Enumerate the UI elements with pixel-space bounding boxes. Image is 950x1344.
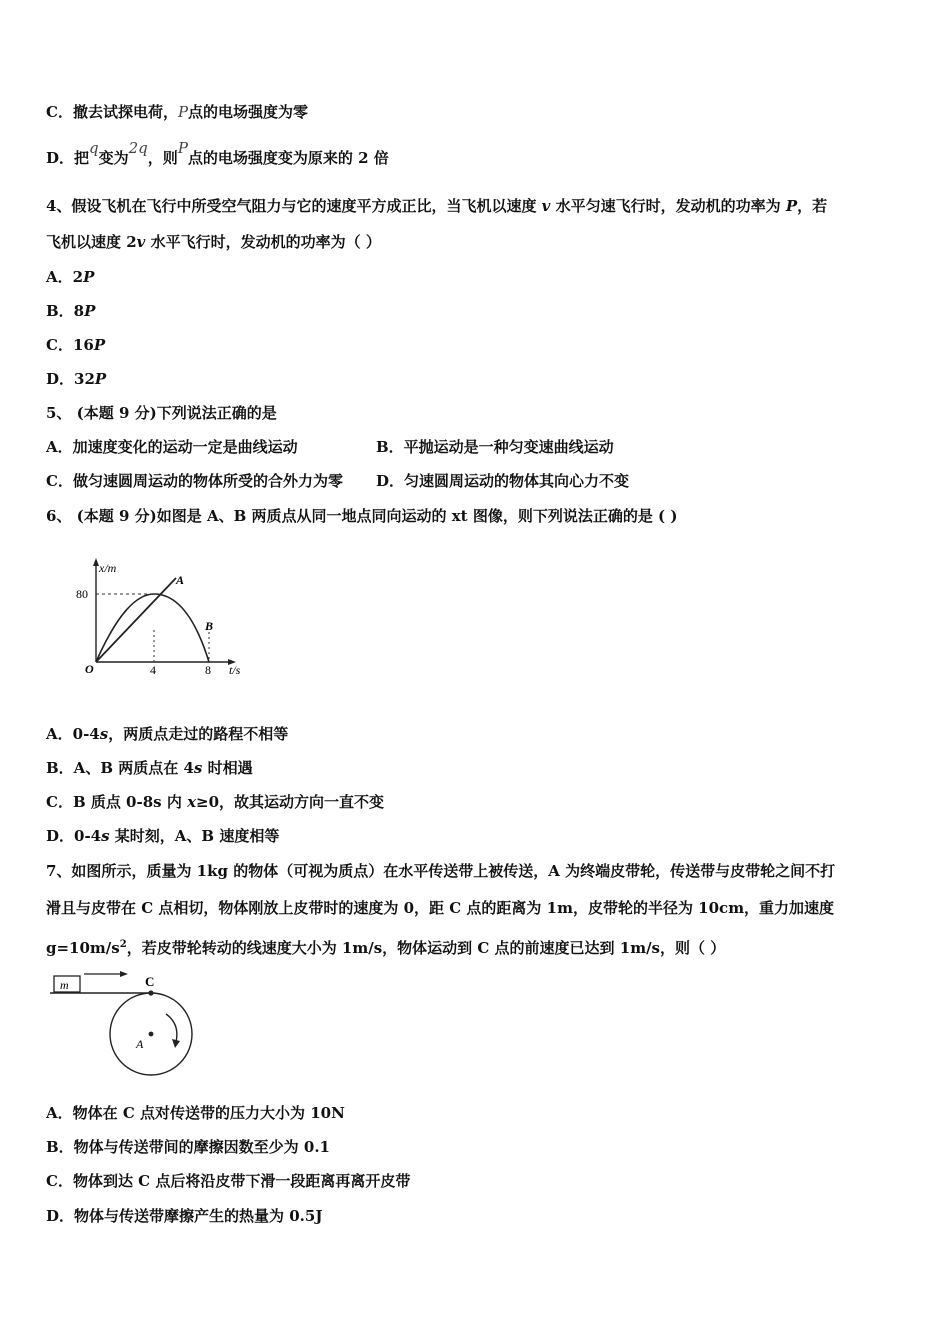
q7-stem-text2: ，若皮带轮转动的线速度大小为 1m/s，物体运动到 C 点的前速度已达到 1m/s，则（ ） — [126, 939, 726, 957]
q5-option-b: B．平抛运动是一种匀变速曲线运动 — [376, 438, 614, 456]
unit-s: s — [99, 725, 109, 743]
math-var-2q: 2q — [128, 139, 148, 157]
q6-option-a-label: A．0-4 — [46, 725, 100, 743]
q5-option-c: C．做匀速圆周运动的物体所受的合外力为零 — [46, 472, 343, 490]
q3-option-d-text: D．把 — [46, 149, 90, 167]
var-x: x — [187, 793, 197, 811]
q6-option-b — [46, 758, 253, 778]
q4-option-c-label: C．16 — [46, 336, 94, 354]
q6-option-c-text: ≥0，故其运动方向一直不变 — [196, 793, 385, 811]
q7-stem-text: g=10m/s — [46, 939, 120, 957]
superscript-2: 2 — [119, 939, 127, 950]
q3-option-d — [46, 139, 389, 168]
q7-option-d: D．物体与传送带摩擦产生的热量为 0.5J — [46, 1207, 323, 1225]
var-v: v — [541, 197, 551, 215]
q7-stem-line3 — [46, 935, 725, 958]
q4-option-b — [46, 301, 95, 321]
q3-option-c — [46, 102, 308, 122]
q6-stem: 6、 (本题 9 分)如图是 A、B 两质点从同一地点同向运动的 xt 图像，则下列说法正确的是 ( ) — [46, 507, 678, 525]
tick-label-8: 8 — [205, 663, 211, 677]
q4-stem-text: 4、假设飞机在飞行中所受空气阻力与它的速度平方成正比，当飞机以速度 — [46, 197, 542, 215]
q4-option-a — [46, 267, 94, 287]
q3-option-c-text: C．撤去试探电荷， — [46, 103, 178, 121]
q6-option-c — [46, 792, 384, 812]
q6-option-a-text: ，两质点走过的路程不相等 — [108, 725, 289, 743]
q7-stem-line2: 滑且与皮带在 C 点相切，物体刚放上皮带时的速度为 0，距 C 点的距离为 1m，皮带轮的半径为 10cm，重力加速度 — [46, 899, 835, 917]
unit-s: s — [101, 827, 110, 845]
q4-option-c — [46, 335, 105, 355]
q7-option-c: C．物体到达 C 点后将沿皮带下滑一段距离再离开皮带 — [46, 1172, 411, 1190]
block-m-label: m — [60, 978, 69, 992]
q6-option-c-label: C．B 质点 0-8s 内 — [46, 793, 188, 811]
x-axis-label: t/s — [229, 663, 241, 677]
var-p: P — [83, 268, 95, 286]
q4-option-b-label: B．8 — [46, 302, 85, 320]
q7-option-a: A．物体在 C 点对传送带的压力大小为 10N — [46, 1104, 345, 1122]
q6-option-b-label: B．A、B 两质点在 4 — [46, 759, 194, 777]
math-var-q: q — [89, 139, 99, 157]
motion-arrow-head — [120, 971, 128, 977]
var-p: P — [785, 197, 798, 215]
q7-conveyor-diagram — [48, 966, 208, 1085]
q4-option-d — [46, 369, 106, 389]
var-p: P — [84, 302, 96, 320]
q4-stem-text2: 水平匀速飞行时，发动机的功率为 — [550, 197, 786, 215]
conveyor-svg — [48, 966, 208, 1081]
q6-option-d — [46, 826, 279, 846]
math-var-p: P — [177, 139, 188, 157]
q5-option-a: A．加速度变化的运动一定是曲线运动 — [46, 438, 298, 456]
q3-option-d-text-mid2: ，则 — [147, 149, 178, 167]
var-p: P — [93, 336, 106, 354]
q4-option-d-label: D．32 — [46, 370, 95, 388]
tick-label-4: 4 — [150, 663, 156, 677]
tick-label-80: 80 — [76, 587, 88, 601]
q4-stem-line1 — [46, 196, 827, 216]
rotation-arrow-head — [172, 1039, 180, 1048]
label-a: A — [176, 573, 185, 587]
q3-option-d-text-end: 点的电场强度变为原来的 2 倍 — [187, 149, 389, 167]
label-b: B — [205, 619, 214, 633]
q4-option-a-label: A．2 — [46, 268, 84, 286]
y-axis-label: x/m — [99, 561, 117, 575]
q6-option-d-text: 某时刻，A、B 速度相等 — [109, 827, 280, 845]
curve-b — [96, 594, 209, 662]
point-c — [148, 990, 153, 995]
rotation-arrow — [166, 1014, 177, 1042]
q4-stem-text4: 飞机以速度 2 — [46, 233, 137, 251]
origin-label: O — [85, 662, 94, 676]
q6-option-d-label: D．0-4 — [46, 827, 102, 845]
xt-graph-svg — [72, 552, 262, 682]
q3-option-c-text-end: 点的电场强度为零 — [188, 103, 309, 121]
q7-stem-line1: 7、如图所示，质量为 1kg 的物体（可视为质点）在水平传送带上被传送，A 为终端皮带轮，传送带与皮带轮之间不打 — [46, 862, 836, 880]
q5-stem: 5、 (本题 9 分)下列说法正确的是 — [46, 404, 277, 422]
q4-stem-text3: ，若 — [797, 197, 828, 215]
q6-xt-graph — [72, 552, 262, 686]
q7-option-b: B．物体与传送带间的摩擦因数至少为 0.1 — [46, 1138, 330, 1156]
var-p: P — [94, 370, 107, 388]
unit-s: s — [193, 759, 203, 777]
label-c: C — [145, 974, 155, 989]
math-var-p: P — [177, 103, 189, 121]
q3-option-d-text-mid: 变为 — [98, 149, 129, 167]
var-v: v — [136, 233, 146, 251]
q6-option-a — [46, 724, 288, 744]
q4-stem-line2 — [46, 232, 381, 252]
label-a: A — [136, 1037, 144, 1051]
line-a — [96, 578, 176, 662]
q5-option-d: D．匀速圆周运动的物体其向心力不变 — [376, 472, 630, 490]
q4-stem-text5: 水平飞行时，发动机的功率为（ ） — [145, 233, 381, 251]
center-a — [149, 1032, 154, 1037]
q6-option-b-text: 时相遇 — [202, 759, 253, 777]
